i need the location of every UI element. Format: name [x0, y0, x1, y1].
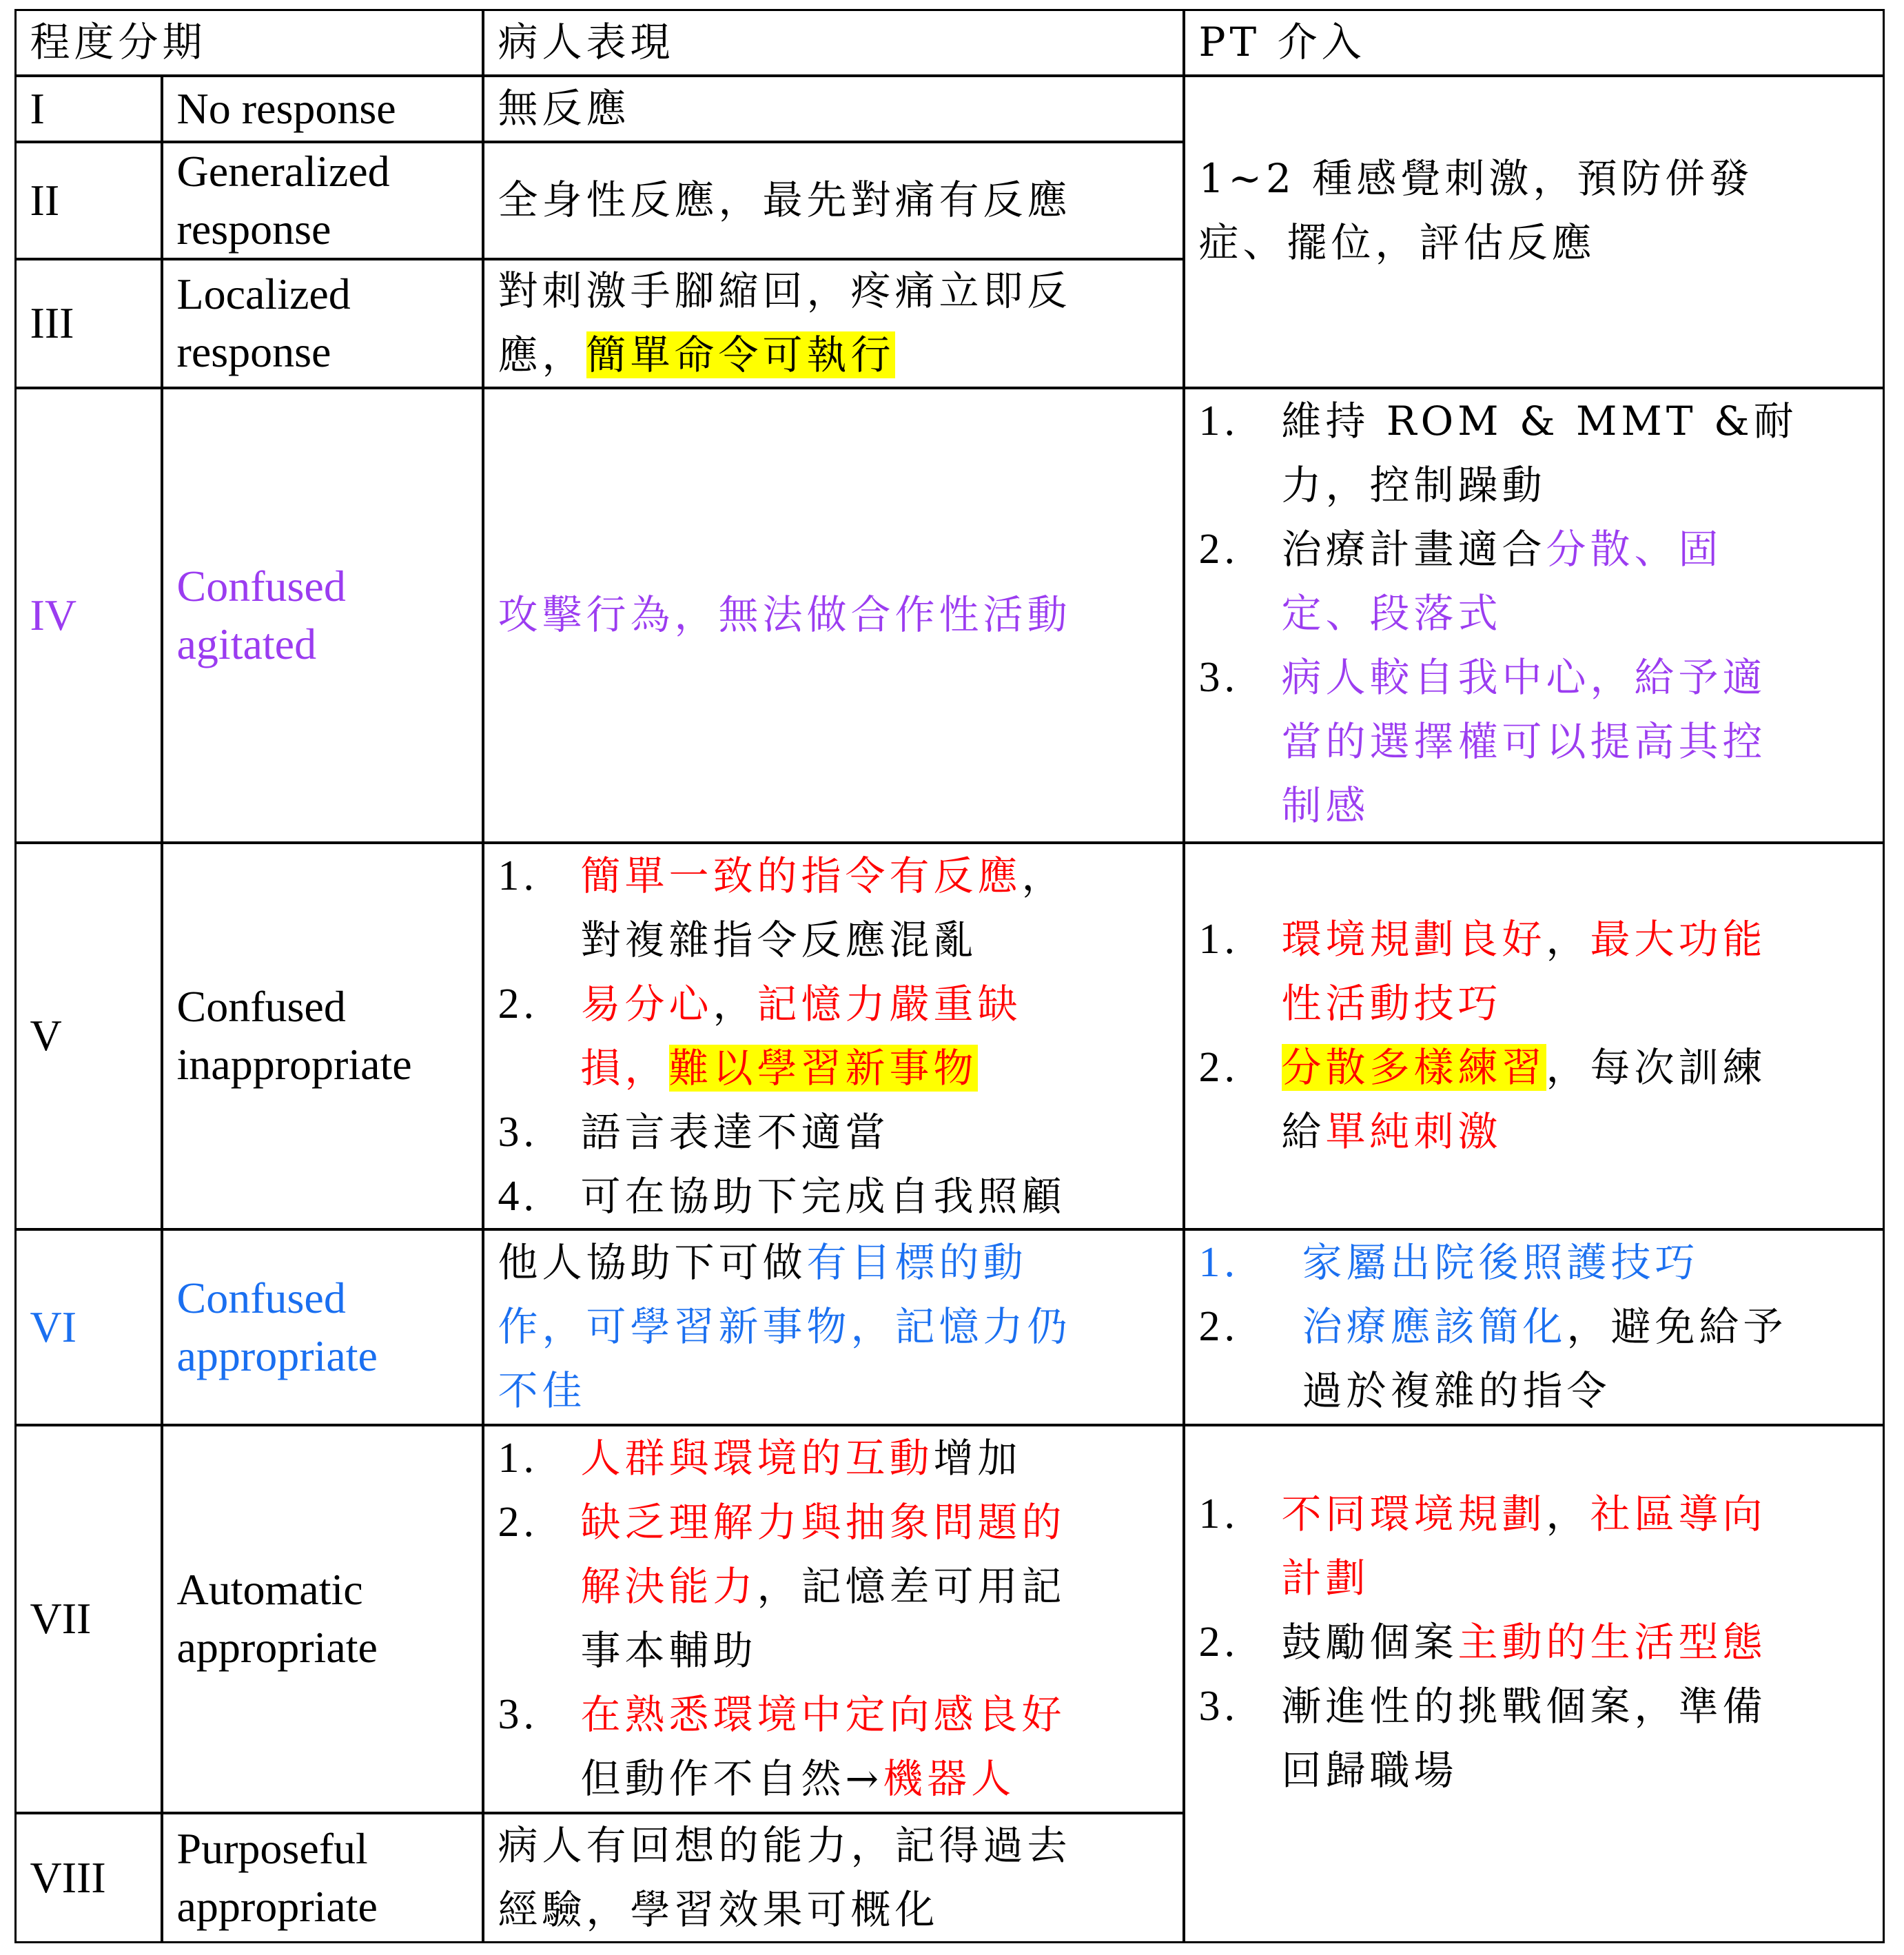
row-V-name — [161, 842, 484, 1230]
stage-name-line2: appropriate — [176, 1331, 378, 1380]
highlighted-text: 分散多樣練習 — [1281, 1044, 1546, 1091]
stage-name-line1: Confused — [176, 1273, 346, 1322]
list-text — [581, 844, 1169, 908]
list-item — [498, 1683, 1169, 1747]
list-text: 在熟悉環境中定向感良好 — [580, 1690, 1066, 1738]
list-number: 3. — [1198, 1682, 1239, 1730]
row-VII-name — [161, 1424, 484, 1814]
list-number: 2. — [1198, 1302, 1239, 1350]
list-text — [581, 1426, 1169, 1491]
list-text-red: 易分心 — [580, 980, 713, 1027]
row-III-presentation — [482, 258, 1185, 389]
presentation-line3: 不佳 — [498, 1367, 586, 1414]
roman-numeral: V — [30, 1011, 62, 1060]
header-presentation-text: 病人表現 — [498, 19, 675, 65]
presentation-text: 全身性反應，最先對痛有反應 — [498, 176, 1072, 223]
row-III-name — [161, 258, 484, 389]
list-text-black: 但動作不自然→ — [580, 1754, 883, 1802]
list-number: 3. — [498, 1690, 538, 1738]
roman-numeral: VII — [30, 1594, 92, 1643]
list-number: 1. — [1198, 1238, 1239, 1286]
stage-name-line1: Localized — [176, 269, 351, 318]
row-VIII-name — [161, 1812, 484, 1943]
presentation-text-black: 他人協助下可做 — [498, 1238, 807, 1286]
list-text-black: ， — [1546, 916, 1590, 963]
list-text-red: 環境規劃良好 — [1281, 916, 1546, 963]
list-text — [1282, 1036, 1869, 1100]
list-text-red: 解決能力 — [580, 1562, 757, 1610]
list-text: 病人較自我中心，給予適 — [1281, 653, 1767, 701]
list-text-cont: 回歸職場 — [1281, 1746, 1458, 1794]
list-text-red: 主動的生活型態 — [1457, 1618, 1767, 1666]
stage-name: No response — [176, 83, 396, 133]
header-stage — [14, 9, 484, 76]
list-text-black: ，記憶差可用記 — [757, 1562, 1066, 1610]
row-VIII-roman — [14, 1812, 163, 1943]
list-number: 3. — [498, 1108, 538, 1156]
list-text-cont — [498, 1747, 1169, 1811]
pt-list — [1199, 1482, 1869, 1803]
list-number: 2. — [498, 1498, 538, 1546]
list-text — [1282, 1295, 1869, 1359]
stage-name-line2: appropriate — [176, 1881, 378, 1931]
stage-name-line2: inappropriate — [176, 1040, 412, 1089]
stage-name-line1: Automatic — [176, 1565, 363, 1614]
list-item — [1199, 389, 1869, 453]
list-text-red: 記憶力嚴重缺 — [757, 980, 1022, 1027]
roman-numeral: I — [30, 83, 45, 133]
list-text-black: ， — [1546, 1490, 1590, 1537]
list-number: 2. — [1198, 1044, 1239, 1091]
list-text-cont — [498, 1555, 1169, 1619]
row-V-pt — [1183, 842, 1885, 1230]
row-IV-pt — [1183, 387, 1885, 843]
list-text-red: 損， — [580, 1044, 669, 1092]
presentation-line1: 對刺激手腳縮回，疼痛立即反 — [498, 267, 1072, 314]
pt-VII-VIII — [1183, 1424, 1885, 1943]
presentation-line1: 病人有回想的能力，記得過去 — [498, 1821, 1072, 1869]
presentation-line2 — [498, 323, 1169, 387]
list-item — [1199, 1036, 1869, 1100]
presentation-text: 應， — [498, 331, 586, 378]
list-text-red: 機器人 — [883, 1754, 1016, 1802]
list-text-red: 不同環境規劃 — [1281, 1490, 1546, 1537]
list-text-black: 增加 — [933, 1434, 1022, 1482]
row-IV-presentation — [482, 387, 1185, 843]
list-text-red: 社區導向 — [1590, 1490, 1767, 1537]
list-item — [1199, 646, 1869, 710]
list-text — [581, 972, 1169, 1036]
list-text-cont: 性活動技巧 — [1281, 980, 1502, 1027]
list-text: 可在協助下完成自我照顧 — [580, 1172, 1066, 1220]
list-text-black: 鼓勵個案 — [1281, 1618, 1458, 1666]
roman-numeral: III — [30, 298, 74, 347]
list-text-cont: 計劃 — [1281, 1554, 1370, 1601]
row-V-roman — [14, 842, 163, 1230]
list-text-black: ， — [1021, 852, 1066, 899]
presentation-text-blue: 有目標的動 — [806, 1238, 1027, 1286]
list-item — [498, 972, 1169, 1036]
row-I-presentation — [482, 75, 1185, 143]
roman-numeral: II — [30, 175, 60, 225]
row-VI-presentation — [482, 1229, 1185, 1426]
list-text: 缺乏理解力與抽象問題的 — [580, 1498, 1066, 1546]
stage-name-line2: response — [176, 327, 331, 376]
list-text-purple: 分散、固 — [1546, 525, 1723, 573]
presentation-line2: 經驗，學習效果可概化 — [498, 1885, 939, 1933]
row-VII-presentation — [482, 1424, 1185, 1814]
stage-name-line1: Generalized — [176, 146, 390, 196]
row-VI-roman — [14, 1229, 163, 1426]
roman-numeral: VI — [30, 1302, 77, 1351]
list-number: 2. — [1198, 525, 1239, 573]
list-number: 3. — [1198, 653, 1239, 701]
list-number: 1. — [498, 1434, 538, 1482]
row-V-presentation — [482, 842, 1185, 1230]
presentation-text: 無反應 — [498, 85, 631, 132]
row-VI-name — [161, 1229, 484, 1426]
list-text: 維持 ROM & MMT &耐 — [1281, 397, 1798, 444]
list-text — [1282, 1482, 1869, 1546]
roman-numeral: IV — [30, 590, 77, 639]
list-text-blue: 治療應該簡化 — [1302, 1302, 1567, 1350]
list-number: 1. — [1198, 916, 1239, 963]
list-item — [1199, 1231, 1869, 1295]
list-number: 1. — [1198, 1490, 1239, 1537]
list-item — [498, 1165, 1169, 1229]
list-item — [1199, 1610, 1869, 1675]
presentation-text: 攻擊行為，無法做合作性活動 — [498, 591, 1072, 638]
row-I-roman — [14, 75, 163, 143]
list-text-cont: 過於複雜的指令 — [1302, 1367, 1611, 1414]
pt-line2: 症、擺位，評估反應 — [1198, 219, 1596, 266]
list-number: 4. — [498, 1172, 538, 1220]
highlighted-text: 難以學習新事物 — [668, 1044, 978, 1092]
list-number: 2. — [1198, 1618, 1239, 1666]
stage-name-line2: appropriate — [176, 1623, 378, 1672]
list-text-red: 簡單一致的指令有反應 — [580, 852, 1022, 899]
list-number: 1. — [498, 852, 538, 899]
list-item — [1199, 1482, 1869, 1546]
list-item — [1199, 1675, 1869, 1739]
list-text: 家屬出院後照護技巧 — [1302, 1238, 1699, 1286]
header-presentation — [482, 9, 1185, 76]
list-text: 漸進性的挑戰個案，準備 — [1281, 1682, 1767, 1730]
roman-numeral: VIII — [30, 1852, 106, 1902]
list-text: 語言表達不適當 — [580, 1108, 890, 1156]
list-item — [498, 1426, 1169, 1491]
rancho-los-amigos-table — [15, 10, 1885, 1944]
highlighted-text: 簡單命令可執行 — [586, 331, 895, 378]
list-item — [498, 1101, 1169, 1165]
presentation-line2: 作，可學習新事物，記憶力仍 — [498, 1302, 1072, 1350]
stage-name-line2: response — [176, 204, 331, 254]
row-IV-name — [161, 387, 484, 843]
stage-name-line1: Confused — [176, 982, 346, 1031]
list-text-cont: 力，控制躁動 — [1281, 461, 1546, 509]
list-text-cont — [1199, 1100, 1869, 1164]
presentation-line1 — [498, 1231, 1169, 1295]
row-II-presentation — [482, 141, 1185, 260]
row-III-roman — [14, 258, 163, 389]
list-item — [498, 1491, 1169, 1555]
list-text-cont: 事本輔助 — [580, 1626, 757, 1674]
row-VII-roman — [14, 1424, 163, 1814]
pt-I-III — [1183, 75, 1885, 389]
list-text-cont — [498, 1036, 1169, 1101]
row-VI-pt — [1183, 1229, 1885, 1426]
list-item — [498, 844, 1169, 908]
list-item — [1199, 1295, 1869, 1359]
list-number: 2. — [498, 980, 538, 1027]
pt-line1: 1~2 種感覺刺激，預防併發 — [1198, 155, 1754, 202]
list-text-black: ， — [713, 980, 757, 1027]
list-text-black: 治療計畫適合 — [1281, 525, 1546, 573]
list-text-cont: 定、段落式 — [1281, 589, 1502, 637]
row-IV-roman — [14, 387, 163, 843]
stage-name-line1: Purposeful — [176, 1823, 368, 1873]
list-text — [1282, 1610, 1869, 1675]
list-text-black: ，避免給予 — [1566, 1302, 1788, 1350]
header-pt — [1183, 9, 1885, 76]
list-text-cont: 對複雜指令反應混亂 — [580, 916, 978, 963]
row-II-name — [161, 141, 484, 260]
list-text-black: 給 — [1281, 1108, 1326, 1155]
list-text-cont: 當的選擇權可以提高其控 — [1281, 717, 1767, 765]
list-item — [1199, 908, 1869, 972]
list-text-black: ，每次訓練 — [1546, 1044, 1767, 1091]
list-text — [1282, 518, 1869, 582]
stage-name-line1: Confused — [176, 561, 346, 611]
stage-name-line2: agitated — [176, 619, 317, 668]
row-I-name — [161, 75, 484, 143]
list-text-cont: 制感 — [1281, 781, 1370, 829]
list-text — [1282, 908, 1869, 972]
list-text-red: 單純刺激 — [1325, 1108, 1502, 1155]
list-item — [1199, 518, 1869, 582]
list-text-red: 最大功能 — [1590, 916, 1767, 963]
row-VIII-presentation — [482, 1812, 1185, 1943]
row-II-roman — [14, 141, 163, 260]
header-stage-text: 程度分期 — [30, 19, 207, 65]
header-pt-text: PT 介入 — [1198, 19, 1366, 65]
list-number: 1. — [1198, 397, 1239, 444]
list-text-red: 人群與環境的互動 — [580, 1434, 934, 1482]
